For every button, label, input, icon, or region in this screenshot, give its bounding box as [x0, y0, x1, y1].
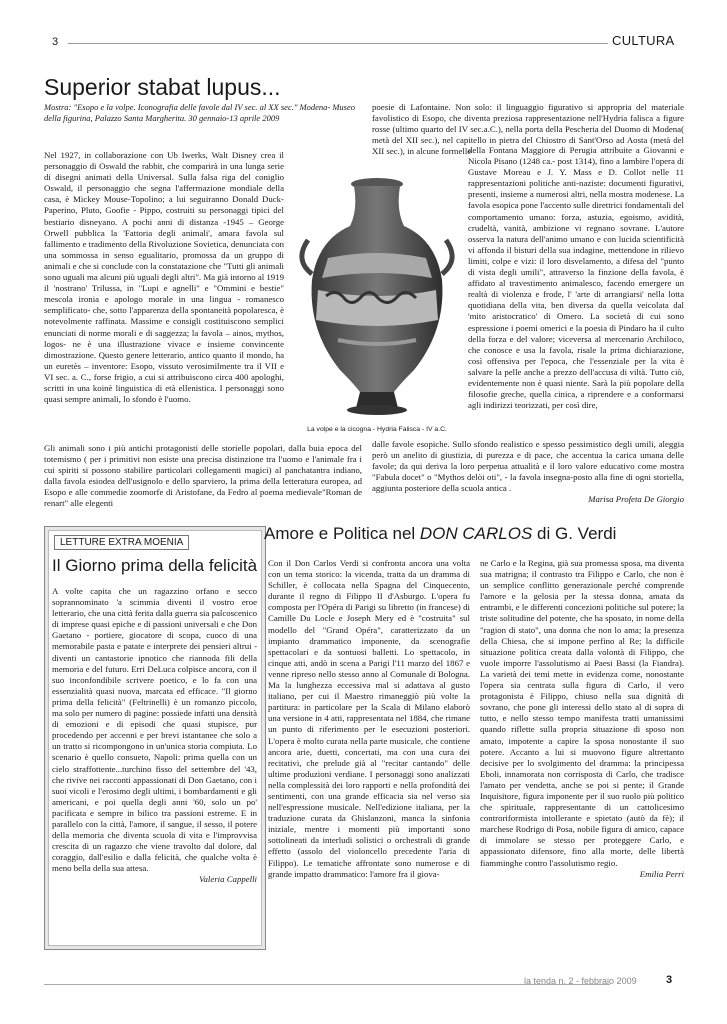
- author-signature: Marisa Profeta De Giorgio: [588, 494, 684, 505]
- title-part: di G. Verdi: [532, 524, 617, 543]
- footer-text: la tenda n. 2 - febbraio 2009: [524, 976, 637, 986]
- article-column-2-mid: [468, 145, 684, 411]
- title-part: Amore e Politica nel: [264, 524, 420, 543]
- sidebar-label: LETTURE EXTRA MOENIA: [54, 535, 189, 550]
- paragraph: A volte capita che un ragazzino orfano e secco soprannominato 'a scimmia diventi il vostro eroe letterario, che una città ferita dalla guerra sia palcoscenico di imprese quasi epiche e di passioni universali e che Don Gaetano - portiere, giocatore di scopa, cuoco di una memorabile pasta e patate e interprete dei pensieri altrui - diventi un cantastorie ipnotico che riannoda fili della memoria e del futuro. Erri DeLuca colpisce ancora, con il suo inconfondibile scrivere poetico, e lo fa con una essenzialità quasi nuova, marcata ed efficace. "Il giorno prima della felicità" (Feltrinelli) è un romanzo piccolo, ma solo per numero di pagine: possiede infatti una densità di emozioni e di episodi che quasi stupisce, pur procedendo per accenni e per brevi istantanee che solo a un tratto si ricompongono in un'unica storia compiuta. Lo scenario è quello consueto, Napoli: prima quella con un cielo straffottente...turchino fisso del settembre del '43, che rivive nei racconti appassionati di Don Gaetano, con i suoi vicoli e l'erosimo degli ultimi, i bombardamenti e gli americani, e poi quella degli anni '60, solo un po' pacificata e sempre in bilico tra passioni estreme. E in parallelo con la città, l'amore, il sangue, il sesso, il potere della memoria che diventa scuola di vita e l'improvvisa crescita di un ragazzo che viene travolto dal dolore, dal coraggio, dall'esilio e dalla felicità, che qualche volta è meno bella della sua attesa.: [52, 586, 257, 874]
- header-rule: [68, 43, 608, 44]
- paragraph: Con il Don Carlos Verdi si confronta ancora una volta con un tema storico: la vicenda, tratta da un dramma di Schiller, è collocata nella Spagna del Cinquecento, durante il regno di Filippo II d'Asburgo. L'opera fu composta per l'Opéra di Parigi su libretto (in francese) di Camille Du Locle e Joseph Mery ed è "costruita" sul modello del "Grand Opéra", caratterizzato da un impianto drammatico imponente, da scenografie spettacolari e da sontuosi balletti. Lo spettacolo, in cinque atti, andò in scena a Parigi l'11 marzo del 1867 e venne ripreso nello stesso anno al Comunale di Bologna. Ma la lunghezza eccessiva mal si adattava al gusto italiano, per cui il Maestro rimaneggiò più volte la partitura: in particolare per la Scala di Milano elaborò una versione in 4 atti, rappresentata nel 1884, che rimane un punto di riferimento per le esecuzioni posteriori. L'opera è molto curata nella parte musicale, che contiene ancora arie, duetti, concertati, ma con una cura dei recitativi, che prelude già al "recitar cantando" delle ultime produzioni verdiane. I personaggi sono analizzati nella complessità dei loro rapporti e nella profondità dei sentimenti, con una grande efficacia sia nel verso sia nell'espressione musicale. Nell'edizione italiana, per la traduzione curata da Ghislanzoni, manca la sinfonia iniziale, mentre i momenti più importanti sono sottolineati da interludi solistici o orchestrali di grande effetto (assolo del violoncello precedente l'aria di Filippo). Le tematiche affrontate sono numerose e di grande impatto drammatico: l'amore fra il giova-: [268, 558, 470, 879]
- article-2-column-2: [480, 558, 684, 880]
- article-2-signature: Emilia Perri: [639, 868, 684, 879]
- article-column-1: [44, 150, 284, 405]
- page-number-bottom: 3: [666, 974, 673, 986]
- article-title: Superior stabat lupus...: [44, 74, 281, 100]
- article-2-title: [264, 524, 616, 544]
- exhibition-info: Mostra: "Esopo e la volpe. Iconografia delle favole dal IV sec. al XX sec." Modena- Museo della figurina, Palazzo Santa Margherita. 30 gennaio-13 aprile 2009: [44, 102, 356, 123]
- article-2-column-1: [268, 558, 470, 880]
- article-column-2-bottom: [372, 439, 684, 506]
- sidebar-text-column: [52, 586, 257, 886]
- title-opera-name: DON CARLOS: [419, 524, 533, 543]
- paragraph: dalle favole esopiche. Sullo sfondo realistico e spesso pessimistico degli umili, aleggia però un anelito di giustizia, di purezza e di pace, che accentua la carica umana delle favole; da qui deriva la loro perpetua attualità e il loro valore educativo come mostra "Fabula docet" o "Mythos delòi oti", - la favola insegna-posto alla fine di ogni storiella, aggiunta posteriore della scuola antica .: [372, 439, 684, 494]
- hydria-vase-image: [288, 170, 466, 430]
- paragraph: ne Carlo e la Regina, già sua promessa sposa, ma diventa sua matrigna; il contrasto tra Filippo e Carlo, che non è un semplice conflitto generazionale perché comprende l'amore e la gelosia per la stessa donna, amata da entrambi, e le differenti concezioni politiche sul potere; la triste solitudine del potente, che ha sposato, in nome della "ragion di stato", una donna che non lo ama; la presenza della Chiesa, che si impone perfino al Re; la difficile situazione politica creata dalla volontà di Filippo, che vuole imporre l'assolutismo ai Paesi Bassi (la Fiandra). La varietà dei temi mette in evidenza come, nonostante l'opera sia centrata sulla figura di Carlo, il vero protagonista è Filippo, chiuso nella sua dignità di sovrano, che pone gli interessi dello stato al di sopra di tutto, e nello stesso tempo manifesta tratti umanissimi quando riflette sulla propria situazione di sposo non amato, impotente a capire la sposa nonostante il suo potere. Accanto a lui si muovono figure altrettanto decisive per lo svolgimento del dramma: la principessa Eboli, innamorata non corrisposta di Carlo, che tradisce l'amato per vendetta, anche se poi si pente; il Grande Inquisitore, figura imponente per il suo ruolo più politico che spirituale, rappresentante di un cattolicesimo controriformista intollerante e spietato (autò da fè); il marchese Rodrigo di Posa, nobile figura di amico, capace di immolare se stesso per proteggere Carlo, e appassionato difensore, fino alla morte, delle libertà fiamminghe contro l'assolutismo regio.: [480, 558, 684, 868]
- sidebar-title: Il Giorno prima della felicità: [52, 556, 258, 575]
- article-column-1-wide: [44, 443, 362, 510]
- sidebar-signature: Valeria Cappelli: [199, 874, 257, 885]
- section-title: CULTURA: [612, 33, 675, 48]
- image-caption: La volpe e la cicogna - Hydria Falisca - IV a.C.: [307, 426, 447, 433]
- page-number-top: 3: [52, 36, 59, 48]
- paragraph: della Fontana Maggiore di Perugia attribuite a Giovanni e Nicola Pisano (1248 ca.- post 1314), fino a lambire l'opera di Gustave Moreau e J. Y. Mass e D. Collot nelle 11 rappresentazioni politiche anti-naziste: documenti figurativi, presenti, insieme a numerosi altri, nella mostra modenese. La favola esopica pone l'accento sulle direttrici fondamentali del comportamento umano: forza, astuzia, egoismo, avidità, crudeltà, vanità, ambizione vi regnano sovrane. L'autore osserva la natura dell'animo umano e con lucida scientificità vi affonda il bisturi della sua indagine, mettendone in rilievo limiti, colpe e vizi: il loro disvelamento, a difesa del "punto di vista degli umili", attraverso la finzione della favola, è affidato al travestimento animalesco, facendo emergere un realtà di violenza e frode, l' 'arte di arrangiarsi' nella lotta quotidiana della vita, ben diversa da quella veicolata dal 'mito aristocratico' di Omero. La società di cui sono espressione i poemi omerici e la poesia di Pindaro ha il culto della forza e del valore; viceversa al mercenario Archiloco, che conosce e usa la favola, risale la prima dichiarazione, così offensiva per l'epoca, che l'essenziale per la vita è salvare la pelle anche a prezzo dell'accusa di viltà. Tutto ciò, evidentemente non è quasi niente. Sarà la più popolare della filosofie greche, quella cinica, a riprendere e a conformarsi agli indirizzi teorizzati, per così dire,: [468, 145, 684, 411]
- paragraph: poesie di Lafontaine. Non solo: il linguaggio figurativo si appropria del materiale favolistico di Esopo, che diventa preziosa rappresentazione nell'Hydria falisca a figure rosse (ultimo quarto del IV sec.a.C.), nella porta della Pescheria del Duomo di Modena( metà del XII sec.), nel capitello in pietra del Chiostro di Sant'Orso ad Aosta (metà del XII sec.), in alcune formelle: [372, 102, 684, 157]
- paragraph: Nel 1927, in collaborazione con Ub Iwerks, Walt Disney crea il personaggio di Oswald the rabbit, che comparirà in una lunga serie di disegni animati della Universal. Sulla falsa riga del coniglio Oswald, il personaggio che segna l'affermazione mondiale della casa, è Mickey Mouse-Topolino; a lui seguiranno Donald Duck- Paperino, Pluto, Goofie - Pippo, costruiti su personaggi tipici del bestiario disneyano. A pochi anni di distanza -1945 – George Orwell pubblica la 'Fattoria degli animali', amara favola sul fallimento e tradimento della Rivoluzione Sovietica, denunciata con una sommossa in senso egualitario, promossa da un gruppo di animali e che si conclude con la constatazione che "Tutti gli animali sono uguali ma alcuni più uguali degli altri". Ma già intorno al 1919 il 'nostrano' Trilussa, in "Lupi e agnelli" e "Ommini e bestie" mescola ironia e apologo morale in una lingua - romanesco semplificato- che, sotto l'apparenza della spontaneità popolaresca, è notevolmente raffinata. Massime e consigli costituiscono semplici enunciati di norme morali e di saggezza; la favola – ainos, mythos, logos- ne è una illustrazione vivace e insieme convincente dimostrazione. Questo genere letterario, antico quanto il mondo, ha un euretès – inventore: Esopo, vissuto verosimilmente tra il VII e VI sec. a. C., forse frigio, a cui si attribuiscono circa 400 apologhi, scritti in una koinè linguistica di età ellenistica. I personaggi sono quasi sempre animali, lo sfondo è l'uomo.: [44, 150, 284, 405]
- paragraph: Gli animali sono i più antichi protagonisti delle storielle popolari, dalla buia epoca del totemismo ( per i primitivi non esiste una precisa distinzione tra l'uomo e l'animale fra i cui spiriti si possono stabilire particolari collegamenti magici) al panchatantra indiano, dalla favola esiodea dell'usignolo e dello sparviero, la prima della letteratura europea, ad Esopo e alle commedie zoomorfe di Aristofane, da Fedro al poema medievale"Roman de renart" alle elegenti: [44, 443, 362, 509]
